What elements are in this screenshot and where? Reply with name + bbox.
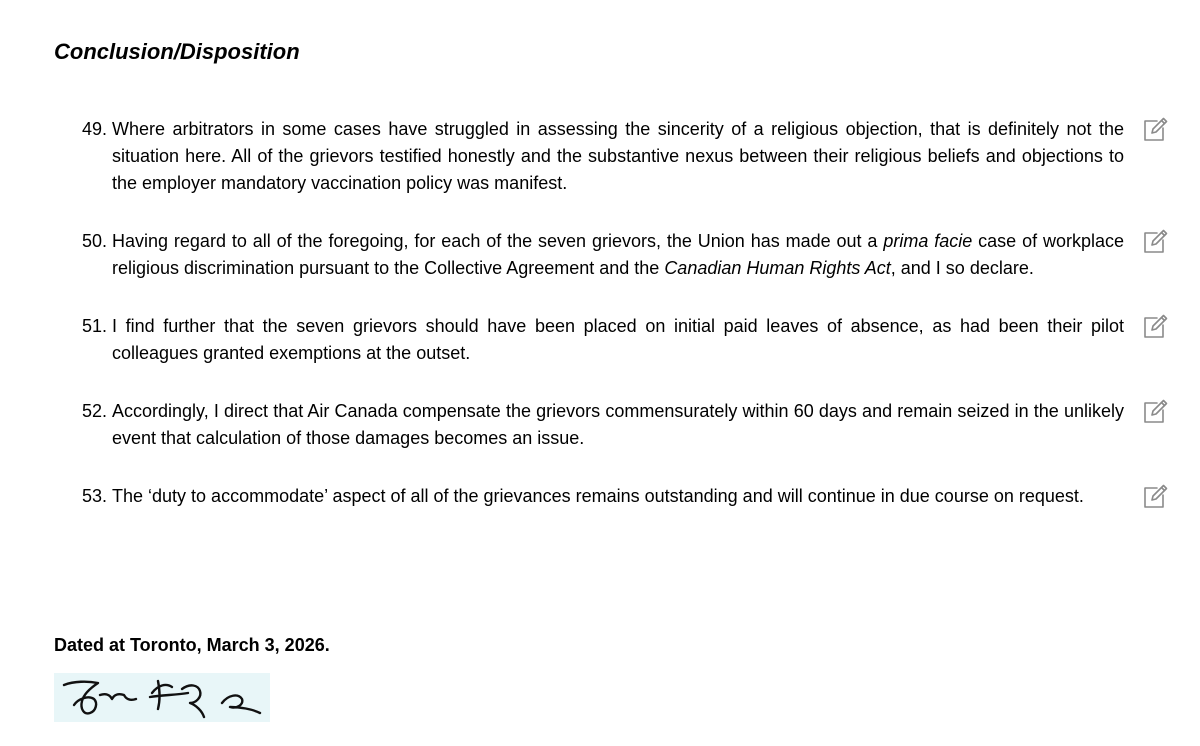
edit-paragraph-button[interactable]	[1140, 398, 1168, 426]
section-heading: Conclusion/Disposition	[54, 39, 300, 64]
italic-text: Canadian Human Rights Act	[664, 258, 891, 278]
edit-icon	[1140, 398, 1168, 426]
dated-line: Dated at Toronto, March 3, 2026.	[54, 635, 330, 655]
paragraph-text	[112, 313, 1124, 367]
text-segment: case of workplace religious discrimination pursuant to the Collective Agreement and the	[112, 231, 1125, 278]
text-segment: Accordingly, I direct that Air Canada compensate the grievors commensurately within 60 days and remain seized in the unlikely event that calculation of those damages becomes an issue.	[112, 401, 1124, 448]
text-segment: Where arbitrators in some cases have struggled in assessing the sincerity of a religious objection, that is definitely not the situation here. All of the grievors testified honestly and the substantive nexus between their religious beliefs and objections to the employer mandatory vaccination policy was manifest.	[112, 119, 1124, 193]
edit-icon	[1140, 116, 1168, 144]
signature-icon	[54, 673, 270, 722]
edit-paragraph-button[interactable]	[1140, 228, 1168, 256]
paragraph-53	[0, 483, 1200, 510]
text-segment: I find further that the seven grievors should have been placed on initial paid leaves of absence, as had been their pilot colleagues granted exemptions at the outset.	[112, 316, 1124, 363]
paragraph-text	[112, 228, 1124, 282]
text-segment: Having regard to all of the foregoing, for each of the seven grievors, the Union has made out a	[112, 231, 884, 251]
edit-paragraph-button[interactable]	[1140, 483, 1168, 511]
paragraph-number: 49.	[82, 119, 108, 139]
paragraph-49	[0, 116, 1200, 197]
signature-image	[54, 673, 270, 722]
paragraph-text	[112, 116, 1124, 197]
paragraph-50	[0, 228, 1200, 282]
paragraph-list	[0, 116, 1200, 541]
paragraph-number: 53.	[82, 486, 108, 506]
edit-icon	[1140, 313, 1168, 341]
edit-paragraph-button[interactable]	[1140, 313, 1168, 341]
paragraph-text	[112, 398, 1124, 452]
paragraph-text	[112, 483, 1124, 510]
edit-paragraph-button[interactable]	[1140, 116, 1168, 144]
paragraph-number: 50.	[82, 231, 108, 251]
text-segment: The ‘duty to accommodate’ aspect of all of the grievances remains outstanding and will continue in due course on request.	[112, 486, 1084, 506]
edit-icon	[1140, 483, 1168, 511]
paragraph-52	[0, 398, 1200, 452]
paragraph-number: 51.	[82, 316, 108, 336]
paragraph-number: 52.	[82, 401, 108, 421]
paragraph-51	[0, 313, 1200, 367]
edit-icon	[1140, 228, 1168, 256]
text-segment: , and I so declare.	[890, 258, 1034, 278]
italic-text: prima facie	[883, 231, 973, 251]
